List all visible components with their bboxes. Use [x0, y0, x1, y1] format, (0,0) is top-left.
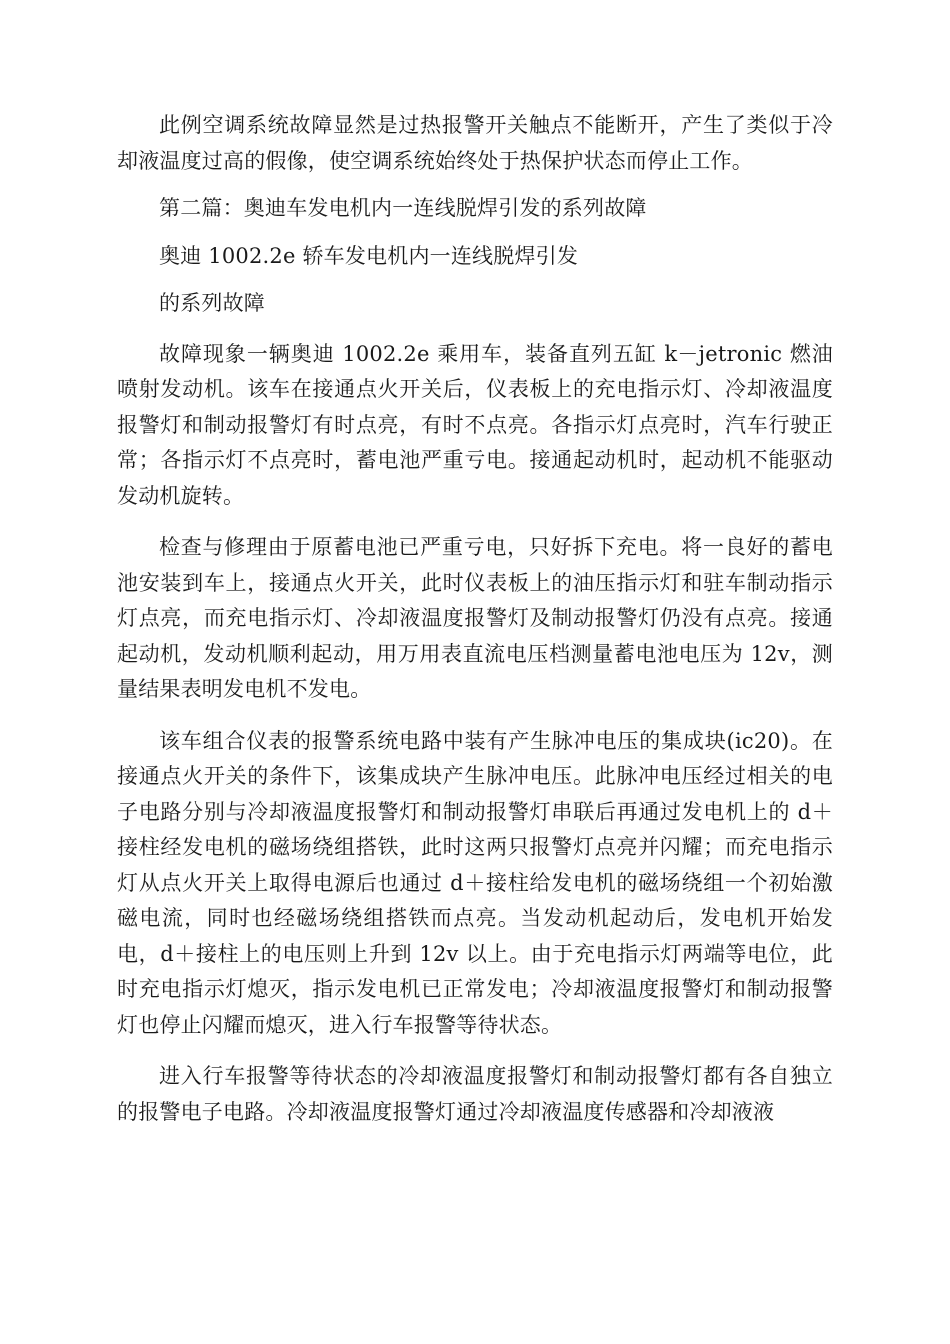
- paragraph-standby-state: 进入行车报警等待状态的冷却液温度报警灯和制动报警灯都有各自独立的报警电子电路。冷却液温度报警灯通过冷却液温度传感器和冷却液液: [117, 1064, 833, 1124]
- article-title-line-1: 奥迪 1002.2e 轿车发电机内一连线脱焊引发: [159, 243, 579, 268]
- section-heading: 第二篇：奥迪车发电机内一连线脱焊引发的系列故障: [159, 196, 647, 220]
- paragraph-aircon-conclusion: 此例空调系统故障显然是过热报警开关触点不能断开，产生了类似于冷却液温度过高的假像，使空调系统始终处于热保护状态而停止工作。: [117, 113, 833, 173]
- article-title-line-2: 的系列故障: [159, 291, 265, 315]
- paragraph-fault-symptom: 故障现象一辆奥迪 1002.2e 乘用车，装备直列五缸 k－jetronic 燃油喷射发动机。该车在接通点火开关后，仪表板上的充电指示灯、冷却液温度报警灯和制动报警灯有时点亮，有时不点亮。各指示灯点亮时，汽车行驶正常；各指示灯不点亮时，蓄电池严重亏电。接通起动机时，起动机不能驱动发动机旋转。: [117, 341, 833, 508]
- paragraph-inspection-repair: 检查与修理由于原蓄电池已严重亏电，只好拆下充电。将一良好的蓄电池安装到车上，接通点火开关，此时仪表板上的油压指示灯和驻车制动指示灯点亮，而充电指示灯、冷却液温度报警灯及制动报警灯仍没有点亮。接通起动机，发动机顺利起动，用万用表直流电压档测量蓄电池电压为 12v，测量结果表明发电机不发电。: [117, 535, 833, 701]
- document-page: [117, 108, 833, 1130]
- paragraph-alarm-circuit: 该车组合仪表的报警系统电路中装有产生脉冲电压的集成块(ic20)。在接通点火开关的条件下，该集成块产生脉冲电压。此脉冲电压经过相关的电子电路分别与冷却液温度报警灯和制动报警灯串联后再通过发电机上的 d＋接柱经发电机的磁场绕组搭铁，此时这两只报警灯点亮并闪耀；而充电指示灯从点火开关上取得电源后也通过 d＋接柱给发电机的磁场绕组一个初始激磁电流，同时也经磁场绕组搭铁而点亮。当发动机起动后，发电机开始发电，d＋接柱上的电压则上升到 12v 以上。由于充电指示灯两端等电位，此时充电指示灯熄灭，指示发电机已正常发电；冷却液温度报警灯和制动报警灯也停止闪耀而熄灭，进入行车报警等待状态。: [117, 728, 833, 1037]
